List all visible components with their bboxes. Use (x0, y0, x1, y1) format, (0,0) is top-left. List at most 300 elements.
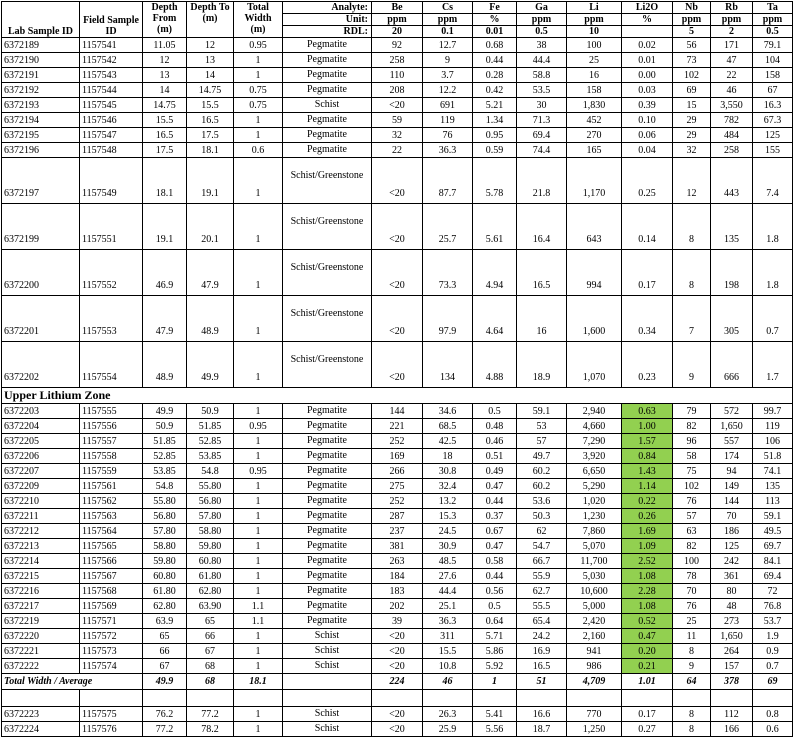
value-cell: 1.9 (753, 629, 793, 644)
value-cell: 63.9 (143, 614, 187, 629)
value-cell: 0.58 (473, 554, 517, 569)
value-cell: 73.3 (423, 250, 473, 296)
value-cell: 77.2 (187, 707, 234, 722)
value-cell: 1 (234, 296, 283, 342)
table-row (2, 494, 793, 509)
value-cell: 0.95 (234, 419, 283, 434)
value-cell: 112 (711, 707, 753, 722)
value-cell: 87.7 (423, 158, 473, 204)
value-cell: 242 (711, 554, 753, 569)
blank-row (2, 690, 793, 707)
value-cell: 0.44 (473, 494, 517, 509)
value-cell: 443 (711, 158, 753, 204)
analyte-2: Fe (473, 2, 517, 14)
table-row (2, 204, 793, 250)
value-cell: 135 (711, 204, 753, 250)
value-cell: 16.6 (517, 707, 567, 722)
value-cell: 174 (711, 449, 753, 464)
field-sample-id-cell: 1157548 (80, 143, 143, 158)
value-cell: 171 (711, 38, 753, 53)
rdl-1: 0.1 (423, 26, 473, 38)
unit-3: ppm (517, 14, 567, 26)
value-cell: 0.67 (473, 524, 517, 539)
value-cell: 643 (567, 204, 622, 250)
rock-type-cell: Pegmatite (283, 143, 372, 158)
value-cell: 75 (673, 464, 711, 479)
value-cell: 1 (234, 204, 283, 250)
value-cell: 14.75 (187, 83, 234, 98)
value-cell: 1 (234, 158, 283, 204)
rock-type-cell: Schist/Greenstone (283, 250, 372, 296)
rdl-label: RDL: (283, 26, 372, 38)
rock-type-cell: Pegmatite (283, 494, 372, 509)
value-cell: <20 (372, 722, 423, 737)
value-cell: 0.46 (473, 434, 517, 449)
value-cell: 54.8 (143, 479, 187, 494)
value-cell: 1 (234, 434, 283, 449)
value-cell: 0.5 (473, 404, 517, 419)
value-cell: 1,250 (567, 722, 622, 737)
unit-4: ppm (567, 14, 622, 26)
value-cell: 273 (711, 614, 753, 629)
value-cell: 3.7 (423, 68, 473, 83)
value-cell: 57.80 (187, 509, 234, 524)
field-sample-id-cell: 1157572 (80, 629, 143, 644)
value-cell: 5.92 (473, 659, 517, 674)
value-cell: 15.5 (423, 644, 473, 659)
value-cell: 48.9 (187, 296, 234, 342)
value-cell: 1 (234, 722, 283, 737)
blank-cell (567, 690, 622, 707)
field-sample-id-cell: 1157567 (80, 569, 143, 584)
value-cell: 691 (423, 98, 473, 113)
total-value: 378 (711, 674, 753, 690)
value-cell: 62.80 (187, 584, 234, 599)
value-cell: <20 (372, 204, 423, 250)
value-cell: 12.7 (423, 38, 473, 53)
rock-type-cell: Schist (283, 644, 372, 659)
lab-sample-id-cell: 6372222 (2, 659, 80, 674)
value-cell: 49.9 (187, 342, 234, 388)
value-cell: 782 (711, 113, 753, 128)
value-cell: 30.9 (423, 539, 473, 554)
total-value: 4,709 (567, 674, 622, 690)
blank-cell (234, 690, 283, 707)
value-cell: 55.5 (517, 599, 567, 614)
value-cell: 0.75 (234, 98, 283, 113)
rock-type-cell: Schist (283, 98, 372, 113)
value-cell: 1 (234, 342, 283, 388)
value-cell: 0.6 (753, 722, 793, 737)
value-cell: 70 (673, 584, 711, 599)
value-cell: 7,290 (567, 434, 622, 449)
table-row (2, 68, 793, 83)
blank-cell (517, 690, 567, 707)
value-cell: 47.9 (143, 296, 187, 342)
value-cell: 52.85 (187, 434, 234, 449)
value-cell: 1.8 (753, 204, 793, 250)
value-cell: 4.64 (473, 296, 517, 342)
table-row (2, 659, 793, 674)
value-cell: 53.6 (517, 494, 567, 509)
field-sample-id-cell: 1157565 (80, 539, 143, 554)
value-cell: 252 (372, 434, 423, 449)
field-sample-id-cell: 1157552 (80, 250, 143, 296)
value-cell: 4,660 (567, 419, 622, 434)
value-cell: 0.9 (753, 644, 793, 659)
table-row (2, 569, 793, 584)
value-cell: 381 (372, 539, 423, 554)
value-cell: 77.2 (143, 722, 187, 737)
rock-type-cell: Pegmatite (283, 404, 372, 419)
value-cell: 5,000 (567, 599, 622, 614)
value-cell: 7,860 (567, 524, 622, 539)
field-sample-id-cell: 1157547 (80, 128, 143, 143)
value-cell: 119 (423, 113, 473, 128)
lab-sample-id-cell: 6372213 (2, 539, 80, 554)
value-cell: 52.85 (143, 449, 187, 464)
li2o-highlight-cell: 1.57 (622, 434, 673, 449)
li2o-highlight-cell: 1.69 (622, 524, 673, 539)
rock-type-cell: Pegmatite (283, 38, 372, 53)
field-sample-id-cell: 1157563 (80, 509, 143, 524)
value-cell: 51.8 (753, 449, 793, 464)
value-cell: 8 (673, 204, 711, 250)
lab-sample-id-cell: 6372205 (2, 434, 80, 449)
value-cell: 183 (372, 584, 423, 599)
li2o-highlight-cell: 0.84 (622, 449, 673, 464)
value-cell: <20 (372, 659, 423, 674)
field-sample-id-cell: 1157564 (80, 524, 143, 539)
lab-sample-id-header: Lab Sample ID (2, 2, 80, 38)
li2o-highlight-cell: 0.22 (622, 494, 673, 509)
value-cell: 2,420 (567, 614, 622, 629)
value-cell: 59 (372, 113, 423, 128)
value-cell: 82 (673, 539, 711, 554)
field-sample-id-cell: 1157571 (80, 614, 143, 629)
rock-type-cell: Pegmatite (283, 524, 372, 539)
total-value: 46 (423, 674, 473, 690)
field-sample-id-cell: 1157559 (80, 464, 143, 479)
field-sample-id-cell: 1157551 (80, 204, 143, 250)
value-cell: 60.2 (517, 479, 567, 494)
li2o-highlight-cell: 2.28 (622, 584, 673, 599)
value-cell: 258 (711, 143, 753, 158)
rdl-3: 0.5 (517, 26, 567, 38)
value-cell: 0.47 (473, 539, 517, 554)
value-cell: 106 (753, 434, 793, 449)
value-cell: 70 (711, 509, 753, 524)
value-cell: 67.3 (753, 113, 793, 128)
value-cell: 29 (673, 113, 711, 128)
depth-from-header: Depth From (m) (143, 2, 187, 38)
value-cell: 1,020 (567, 494, 622, 509)
value-cell: 1 (234, 569, 283, 584)
value-cell: 50.9 (143, 419, 187, 434)
analyte-1: Cs (423, 2, 473, 14)
value-cell: 102 (673, 479, 711, 494)
li2o-highlight-cell: 1.09 (622, 539, 673, 554)
value-cell: 36.3 (423, 143, 473, 158)
value-cell: 157 (711, 659, 753, 674)
value-cell: 44.4 (517, 53, 567, 68)
table-row (2, 629, 793, 644)
value-cell: 48.9 (143, 342, 187, 388)
lab-sample-id-cell: 6372203 (2, 404, 80, 419)
value-cell: 14 (187, 68, 234, 83)
value-cell: 36.3 (423, 614, 473, 629)
value-cell: 0.14 (622, 204, 673, 250)
value-cell: 0.04 (622, 143, 673, 158)
value-cell: 144 (372, 404, 423, 419)
value-cell: 1 (234, 629, 283, 644)
blank-cell (187, 690, 234, 707)
value-cell: 1,830 (567, 98, 622, 113)
total-value: 68 (187, 674, 234, 690)
value-cell: 5.41 (473, 707, 517, 722)
value-cell: 53.7 (753, 614, 793, 629)
analyte-0: Be (372, 2, 423, 14)
lab-sample-id-cell: 6372220 (2, 629, 80, 644)
value-cell: 39 (372, 614, 423, 629)
value-cell: 99.7 (753, 404, 793, 419)
value-cell: 16.4 (517, 204, 567, 250)
li2o-highlight-cell: 0.47 (622, 629, 673, 644)
value-cell: 5,290 (567, 479, 622, 494)
value-cell: <20 (372, 296, 423, 342)
value-cell: 0.7 (753, 296, 793, 342)
value-cell: 12 (143, 53, 187, 68)
rdl-6: 5 (673, 26, 711, 38)
value-cell: 11,700 (567, 554, 622, 569)
value-cell: 11.05 (143, 38, 187, 53)
field-sample-id-cell: 1157566 (80, 554, 143, 569)
value-cell: 2,940 (567, 404, 622, 419)
lab-sample-id-cell: 6372211 (2, 509, 80, 524)
value-cell: 69.4 (753, 569, 793, 584)
value-cell: 8 (673, 644, 711, 659)
field-sample-id-cell: 1157555 (80, 404, 143, 419)
rock-type-cell: Pegmatite (283, 113, 372, 128)
value-cell: 71.3 (517, 113, 567, 128)
value-cell: 67 (143, 659, 187, 674)
value-cell: 10,600 (567, 584, 622, 599)
blank-cell (2, 690, 80, 707)
value-cell: 22 (711, 68, 753, 83)
value-cell: 0.37 (473, 509, 517, 524)
field-sample-id-cell: 1157568 (80, 584, 143, 599)
table-row (2, 449, 793, 464)
value-cell: 58 (673, 449, 711, 464)
rock-type-cell: Schist/Greenstone (283, 296, 372, 342)
value-cell: 1 (234, 53, 283, 68)
total-label: Total Width / Average (2, 674, 143, 690)
table-row (2, 250, 793, 296)
field-sample-id-cell: 1157562 (80, 494, 143, 509)
section-title: Upper Lithium Zone (2, 388, 793, 404)
value-cell: 252 (372, 494, 423, 509)
value-cell: 51.85 (143, 434, 187, 449)
rock-type-cell: Pegmatite (283, 464, 372, 479)
value-cell: 50.3 (517, 509, 567, 524)
value-cell: 1 (234, 509, 283, 524)
rock-type-cell: Schist (283, 659, 372, 674)
value-cell: 76.2 (143, 707, 187, 722)
value-cell: 104 (753, 53, 793, 68)
value-cell: 305 (711, 296, 753, 342)
field-sample-id-cell: 1157569 (80, 599, 143, 614)
value-cell: 74.4 (517, 143, 567, 158)
table-row (2, 464, 793, 479)
value-cell: 275 (372, 479, 423, 494)
value-cell: 0.8 (753, 707, 793, 722)
total-value: 64 (673, 674, 711, 690)
field-sample-id-cell: 1157556 (80, 419, 143, 434)
lab-sample-id-cell: 6372191 (2, 68, 80, 83)
value-cell: 5.71 (473, 629, 517, 644)
value-cell: 25 (673, 614, 711, 629)
lab-sample-id-cell: 6372193 (2, 98, 80, 113)
total-value: 69 (753, 674, 793, 690)
li2o-highlight-cell: 1.14 (622, 479, 673, 494)
rock-type-cell: Schist (283, 722, 372, 737)
value-cell: 0.25 (622, 158, 673, 204)
value-cell: 16.9 (517, 644, 567, 659)
li2o-highlight-cell: 0.20 (622, 644, 673, 659)
value-cell: 0.10 (622, 113, 673, 128)
value-cell: 79 (673, 404, 711, 419)
value-cell: 54.8 (187, 464, 234, 479)
value-cell: 82 (673, 419, 711, 434)
value-cell: 50.9 (187, 404, 234, 419)
field-sample-id-cell: 1157544 (80, 83, 143, 98)
value-cell: 18.1 (187, 143, 234, 158)
value-cell: 53.85 (143, 464, 187, 479)
value-cell: 0.95 (234, 464, 283, 479)
total-width-header: Total Width (m) (234, 2, 283, 38)
unit-6: ppm (673, 14, 711, 26)
value-cell: <20 (372, 644, 423, 659)
table-row (2, 158, 793, 204)
rdl-2: 0.01 (473, 26, 517, 38)
value-cell: 12.2 (423, 83, 473, 98)
value-cell: 62 (517, 524, 567, 539)
value-cell: 1,650 (711, 629, 753, 644)
value-cell: 55.9 (517, 569, 567, 584)
value-cell: 0.49 (473, 464, 517, 479)
table-row (2, 584, 793, 599)
value-cell: 158 (753, 68, 793, 83)
lab-sample-id-cell: 6372212 (2, 524, 80, 539)
value-cell: 270 (567, 128, 622, 143)
value-cell: 58.80 (187, 524, 234, 539)
value-cell: 60.80 (187, 554, 234, 569)
value-cell: 15.5 (187, 98, 234, 113)
value-cell: 53.85 (187, 449, 234, 464)
value-cell: 119 (753, 419, 793, 434)
value-cell: 4.94 (473, 250, 517, 296)
rock-type-cell: Schist (283, 629, 372, 644)
table-row (2, 614, 793, 629)
table-row (2, 707, 793, 722)
value-cell: 84.1 (753, 554, 793, 569)
unit-7: ppm (711, 14, 753, 26)
value-cell: 26.3 (423, 707, 473, 722)
value-cell: 17.5 (143, 143, 187, 158)
value-cell: 0.64 (473, 614, 517, 629)
value-cell: 0.51 (473, 449, 517, 464)
value-cell: 15 (673, 98, 711, 113)
value-cell: 25.1 (423, 599, 473, 614)
value-cell: 46 (711, 83, 753, 98)
rock-type-cell: Schist/Greenstone (283, 204, 372, 250)
lab-sample-id-cell: 6372199 (2, 204, 80, 250)
total-value: 51 (517, 674, 567, 690)
value-cell: 25.7 (423, 204, 473, 250)
value-cell: 72 (753, 584, 793, 599)
table-row (2, 113, 793, 128)
table-row (2, 83, 793, 98)
value-cell: 67 (753, 83, 793, 98)
value-cell: 63 (673, 524, 711, 539)
value-cell: 59.1 (753, 509, 793, 524)
value-cell: 55.80 (187, 479, 234, 494)
value-cell: 18.1 (143, 158, 187, 204)
value-cell: 30.8 (423, 464, 473, 479)
rock-type-cell: Pegmatite (283, 479, 372, 494)
rock-type-cell: Schist (283, 707, 372, 722)
value-cell: 266 (372, 464, 423, 479)
unit-0: ppm (372, 14, 423, 26)
table-row (2, 434, 793, 449)
lab-sample-id-cell: 6372224 (2, 722, 80, 737)
value-cell: <20 (372, 98, 423, 113)
table-row (2, 143, 793, 158)
value-cell: 1 (234, 404, 283, 419)
lab-sample-id-cell: 6372197 (2, 158, 80, 204)
value-cell: 0.75 (234, 83, 283, 98)
value-cell: 1 (234, 128, 283, 143)
total-value: 1 (473, 674, 517, 690)
value-cell: 1,650 (711, 419, 753, 434)
rock-type-cell: Pegmatite (283, 614, 372, 629)
field-sample-id-cell: 1157558 (80, 449, 143, 464)
header-row-analyte (2, 2, 793, 14)
value-cell: 61.80 (187, 569, 234, 584)
value-cell: 68.5 (423, 419, 473, 434)
value-cell: 10.8 (423, 659, 473, 674)
value-cell: 48.5 (423, 554, 473, 569)
value-cell: 1 (234, 524, 283, 539)
analyte-5: Li2O (622, 2, 673, 14)
value-cell: 55.80 (143, 494, 187, 509)
field-sample-id-cell: 1157546 (80, 113, 143, 128)
value-cell: 0.03 (622, 83, 673, 98)
field-sample-id-cell: 1157549 (80, 158, 143, 204)
value-cell: 1 (234, 250, 283, 296)
rock-type-cell: Pegmatite (283, 569, 372, 584)
value-cell: 57 (673, 509, 711, 524)
value-cell: 12 (187, 38, 234, 53)
field-sample-id-cell: 1157554 (80, 342, 143, 388)
field-sample-id-cell: 1157573 (80, 644, 143, 659)
lab-sample-id-cell: 6372189 (2, 38, 80, 53)
lab-sample-id-cell: 6372192 (2, 83, 80, 98)
value-cell: 9 (423, 53, 473, 68)
value-cell: 12 (673, 158, 711, 204)
value-cell: 1,600 (567, 296, 622, 342)
value-cell: 96 (673, 434, 711, 449)
